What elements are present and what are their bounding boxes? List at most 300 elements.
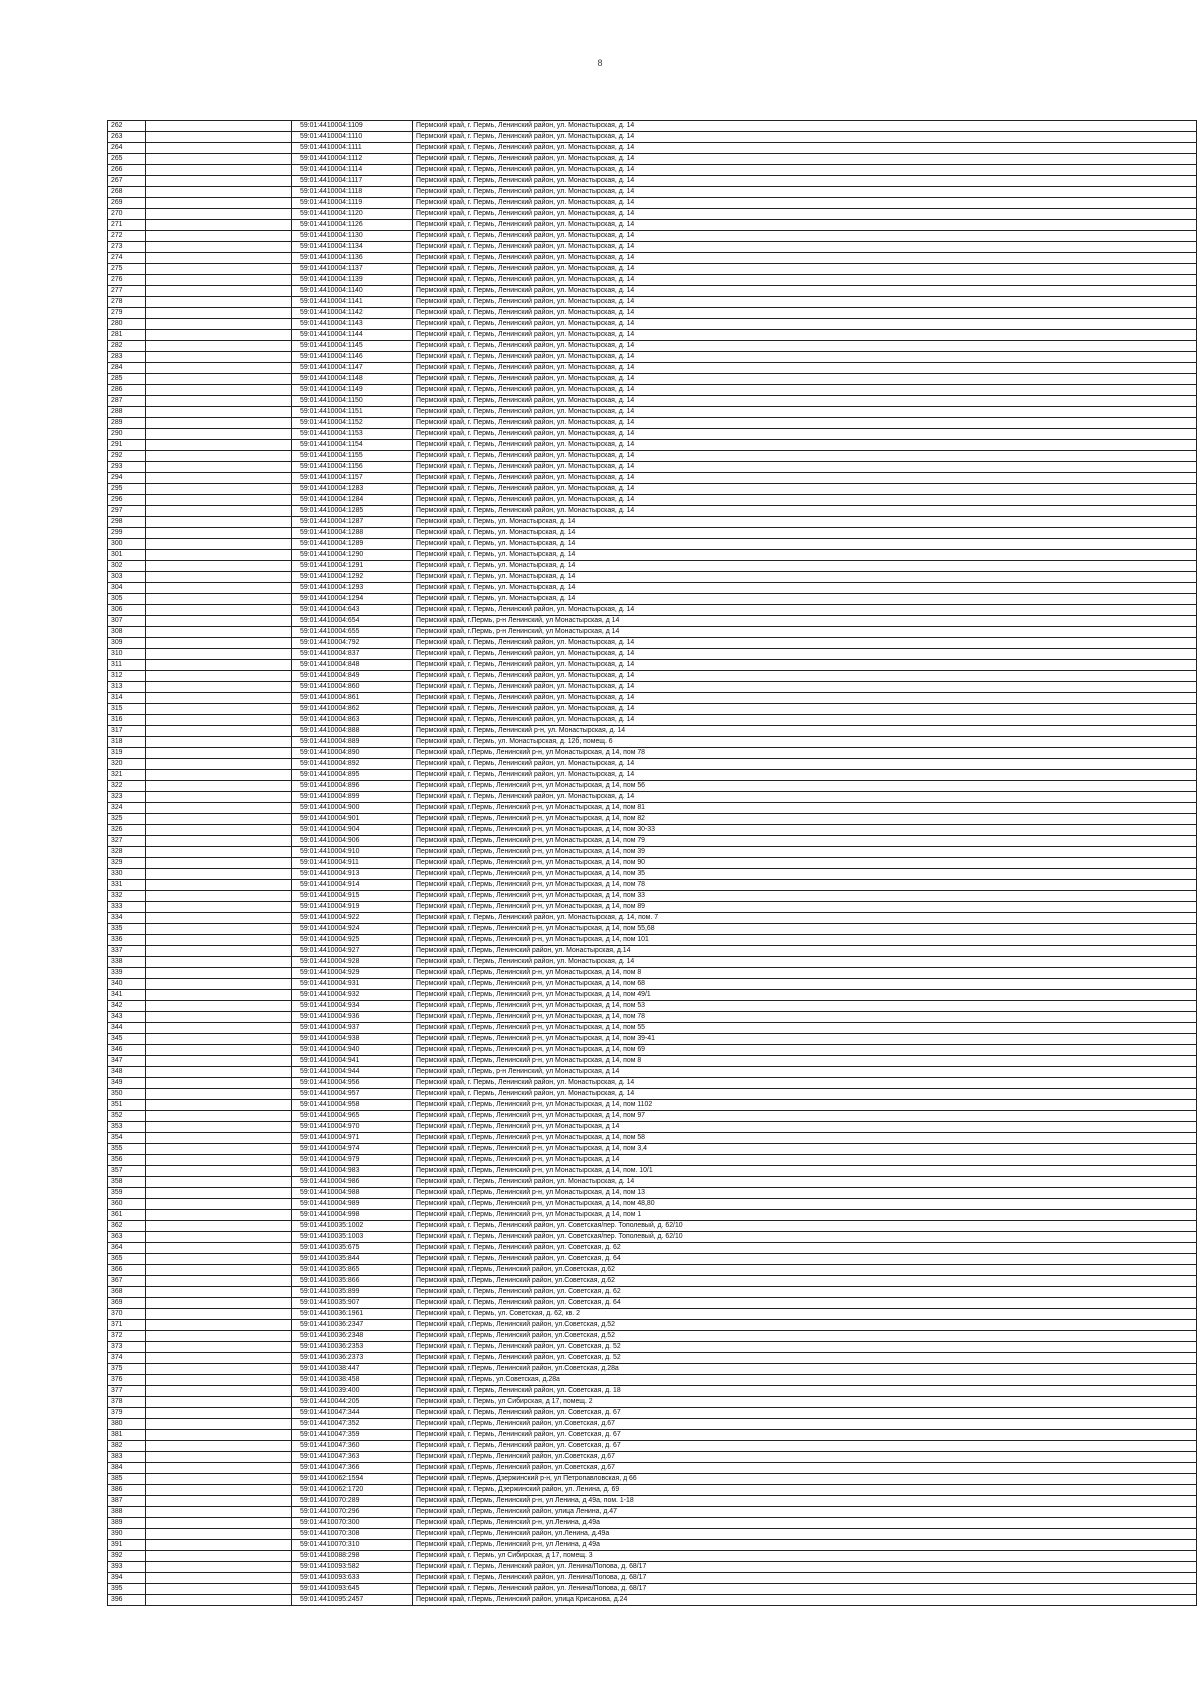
empty-cell (146, 1573, 292, 1584)
cadastral-number-cell: 59:01:4410004:861 (292, 693, 413, 704)
row-number-cell: 387 (108, 1496, 146, 1507)
cadastral-number-cell: 59:01:4410093:645 (292, 1584, 413, 1595)
row-number-cell: 298 (108, 517, 146, 528)
table-row (108, 726, 1197, 737)
empty-cell (146, 1221, 292, 1232)
empty-cell (146, 704, 292, 715)
table-row (108, 143, 1197, 154)
empty-cell (146, 583, 292, 594)
empty-cell (146, 550, 292, 561)
address-cell: Пермский край, г. Пермь, Ленинский район, ул. Монастырская, д. 14 (413, 121, 1197, 132)
row-number-cell: 362 (108, 1221, 146, 1232)
row-number-cell: 384 (108, 1463, 146, 1474)
row-number-cell: 296 (108, 495, 146, 506)
table-row (108, 1254, 1197, 1265)
row-number-cell: 395 (108, 1584, 146, 1595)
address-cell: Пермский край, г. Пермь, Ленинский район, ул. Монастырская, д. 14 (413, 473, 1197, 484)
address-cell: Пермский край, г.Пермь, Ленинский р-н, ул Монастырская, д 14 (413, 1155, 1197, 1166)
empty-cell (146, 1254, 292, 1265)
cadastral-number-cell: 59:01:4410004:1126 (292, 220, 413, 231)
row-number-cell: 331 (108, 880, 146, 891)
cadastral-number-cell: 59:01:4410004:1140 (292, 286, 413, 297)
address-cell: Пермский край, г. Пермь, Ленинский район, ул. Монастырская, д. 14 (413, 418, 1197, 429)
table-row (108, 1078, 1197, 1089)
cadastral-number-cell: 59:01:4410035:899 (292, 1287, 413, 1298)
row-number-cell: 329 (108, 858, 146, 869)
empty-cell (146, 1111, 292, 1122)
empty-cell (146, 220, 292, 231)
row-number-cell: 394 (108, 1573, 146, 1584)
row-number-cell: 359 (108, 1188, 146, 1199)
row-number-cell: 303 (108, 572, 146, 583)
empty-cell (146, 682, 292, 693)
row-number-cell: 360 (108, 1199, 146, 1210)
address-cell: Пермский край, г. Пермь, ул. Монастырская, д. 14 (413, 550, 1197, 561)
address-cell: Пермский край, г. Пермь, Ленинский район, ул. Монастырская, д. 14 (413, 253, 1197, 264)
row-number-cell: 386 (108, 1485, 146, 1496)
row-number-cell: 372 (108, 1331, 146, 1342)
row-number-cell: 286 (108, 385, 146, 396)
empty-cell (146, 660, 292, 671)
row-number-cell: 316 (108, 715, 146, 726)
empty-cell (146, 198, 292, 209)
empty-cell (146, 517, 292, 528)
address-cell: Пермский край, г. Пермь, Ленинский район, ул. Монастырская, д. 14 (413, 374, 1197, 385)
empty-cell (146, 1287, 292, 1298)
cadastral-number-cell: 59:01:4410004:983 (292, 1166, 413, 1177)
cadastral-number-cell: 59:01:4410004:860 (292, 682, 413, 693)
address-cell: Пермский край, г. Пермь, Ленинский район, ул. Монастырская, д. 14 (413, 682, 1197, 693)
empty-cell (146, 1067, 292, 1078)
cadastral-number-cell: 59:01:4410004:896 (292, 781, 413, 792)
table-row (108, 836, 1197, 847)
cadastral-number-cell: 59:01:4410004:1117 (292, 176, 413, 187)
empty-cell (146, 143, 292, 154)
table-row (108, 847, 1197, 858)
table-row (108, 528, 1197, 539)
row-number-cell: 280 (108, 319, 146, 330)
address-cell: Пермский край, г. Пермь, Ленинский район, ул. Монастырская, д. 14 (413, 638, 1197, 649)
cadastral-number-cell: 59:01:4410004:1153 (292, 429, 413, 440)
address-cell: Пермский край, г. Пермь, Ленинский район, ул. Монастырская, д. 14 (413, 462, 1197, 473)
row-number-cell: 301 (108, 550, 146, 561)
address-cell: Пермский край, г.Пермь, Ленинский район, ул.Советская, д.52 (413, 1331, 1197, 1342)
row-number-cell: 373 (108, 1342, 146, 1353)
table-row (108, 561, 1197, 572)
table-row (108, 451, 1197, 462)
row-number-cell: 349 (108, 1078, 146, 1089)
empty-cell (146, 1562, 292, 1573)
cadastral-number-cell: 59:01:4410004:889 (292, 737, 413, 748)
address-cell: Пермский край, г.Пермь, Ленинский р-н, ул Монастырская, д 14, пом 13 (413, 1188, 1197, 1199)
table-row (108, 1408, 1197, 1419)
table-row (108, 121, 1197, 132)
empty-cell (146, 1298, 292, 1309)
table-row (108, 1034, 1197, 1045)
table-row (108, 165, 1197, 176)
row-number-cell: 323 (108, 792, 146, 803)
cadastral-number-cell: 59:01:4410070:300 (292, 1518, 413, 1529)
row-number-cell: 302 (108, 561, 146, 572)
row-number-cell: 347 (108, 1056, 146, 1067)
empty-cell (146, 176, 292, 187)
address-cell: Пермский край, г.Пермь, Ленинский район, ул.Советская, д.62 (413, 1265, 1197, 1276)
cadastral-number-cell: 59:01:4410004:1290 (292, 550, 413, 561)
empty-cell (146, 858, 292, 869)
address-cell: Пермский край, г.Пермь, Ленинский р-н, ул Ленина, д 49а, пом. 1-18 (413, 1496, 1197, 1507)
address-cell: Пермский край, г.Пермь, Ленинский р-н, ул Монастырская, д 14, пом 39 (413, 847, 1197, 858)
empty-cell (146, 165, 292, 176)
table-row (108, 506, 1197, 517)
row-number-cell: 278 (108, 297, 146, 308)
address-cell: Пермский край, г. Пермь, ул Сибирская, д 17, помещ. 3 (413, 1551, 1197, 1562)
address-cell: Пермский край, г. Пермь, Ленинский район, ул. Советская, д. 64 (413, 1298, 1197, 1309)
table-row (108, 1188, 1197, 1199)
empty-cell (146, 1507, 292, 1518)
table-row (108, 1419, 1197, 1430)
cadastral-number-cell: 59:01:4410004:904 (292, 825, 413, 836)
cadastral-number-cell: 59:01:4410004:925 (292, 935, 413, 946)
address-cell: Пермский край, г. Пермь, Ленинский район, ул. Монастырская, д. 14 (413, 231, 1197, 242)
empty-cell (146, 473, 292, 484)
address-cell: Пермский край, г. Пермь, Ленинский район, ул. Советская, д. 62 (413, 1243, 1197, 1254)
address-cell: Пермский край, г. Пермь, Ленинский район, ул. Монастырская, д. 14 (413, 792, 1197, 803)
address-cell: Пермский край, г.Пермь, Ленинский район, ул.Советская, д.67 (413, 1419, 1197, 1430)
table-row (108, 913, 1197, 924)
empty-cell (146, 308, 292, 319)
empty-cell (146, 1353, 292, 1364)
address-cell: Пермский край, г. Пермь, Ленинский район, ул. Советская/пер. Тополевый, д. 62/10 (413, 1232, 1197, 1243)
cadastral-number-cell: 59:01:4410093:582 (292, 1562, 413, 1573)
table-row (108, 363, 1197, 374)
empty-cell (146, 1166, 292, 1177)
cadastral-number-cell: 59:01:4410004:936 (292, 1012, 413, 1023)
address-cell: Пермский край, г. Пермь, ул. Монастырская, д. 12б, помещ. 6 (413, 737, 1197, 748)
table-row (108, 792, 1197, 803)
row-number-cell: 281 (108, 330, 146, 341)
cadastral-number-cell: 59:01:4410004:910 (292, 847, 413, 858)
empty-cell (146, 1232, 292, 1243)
row-number-cell: 342 (108, 1001, 146, 1012)
cadastral-number-cell: 59:01:4410004:971 (292, 1133, 413, 1144)
address-cell: Пермский край, г.Пермь, Ленинский р-н, ул.Ленина, д.49а (413, 1518, 1197, 1529)
address-cell: Пермский край, г. Пермь, Ленинский район, ул. Монастырская, д. 14 (413, 209, 1197, 220)
cadastral-number-cell: 59:01:4410004:906 (292, 836, 413, 847)
empty-cell (146, 1496, 292, 1507)
address-cell: Пермский край, г. Пермь, Ленинский район, ул. Советская, д. 62 (413, 1287, 1197, 1298)
empty-cell (146, 1551, 292, 1562)
cadastral-number-cell: 59:01:4410035:1003 (292, 1232, 413, 1243)
address-cell: Пермский край, г. Пермь, Ленинский район, ул. Монастырская, д. 14 (413, 759, 1197, 770)
table-row (108, 1540, 1197, 1551)
table-row (108, 990, 1197, 1001)
address-cell: Пермский край, г. Пермь, Ленинский район, ул. Монастырская, д. 14 (413, 605, 1197, 616)
row-number-cell: 273 (108, 242, 146, 253)
table-row (108, 1045, 1197, 1056)
address-cell: Пермский край, г. Пермь, Ленинский район, ул. Монастырская, д. 14 (413, 396, 1197, 407)
cadastral-number-cell: 59:01:4410004:1293 (292, 583, 413, 594)
address-cell: Пермский край, г.Пермь, Ленинский район, ул.Ленина, д.49а (413, 1529, 1197, 1540)
row-number-cell: 282 (108, 341, 146, 352)
address-cell: Пермский край, г.Пермь, Ленинский р-н, ул Монастырская, д 14, пом 82 (413, 814, 1197, 825)
address-cell: Пермский край, г. Пермь, ул. Монастырская, д. 14 (413, 583, 1197, 594)
row-number-cell: 339 (108, 968, 146, 979)
cadastral-number-cell: 59:01:4410035:865 (292, 1265, 413, 1276)
cadastral-number-cell: 59:01:4410004:1150 (292, 396, 413, 407)
empty-cell (146, 1529, 292, 1540)
row-number-cell: 374 (108, 1353, 146, 1364)
row-number-cell: 277 (108, 286, 146, 297)
table-row (108, 132, 1197, 143)
empty-cell (146, 1397, 292, 1408)
empty-cell (146, 407, 292, 418)
address-cell: Пермский край, г.Пермь, Ленинский р-н, ул Монастырская, д 14, пом 53 (413, 1001, 1197, 1012)
address-cell: Пермский край, г.Пермь, Ленинский р-н, ул Монастырская, д 14, пом 78 (413, 880, 1197, 891)
empty-cell (146, 1474, 292, 1485)
table-row (108, 1364, 1197, 1375)
empty-cell (146, 418, 292, 429)
empty-cell (146, 924, 292, 935)
row-number-cell: 393 (108, 1562, 146, 1573)
table-row (108, 1232, 1197, 1243)
cadastral-number-cell: 59:01:4410004:862 (292, 704, 413, 715)
empty-cell (146, 1265, 292, 1276)
table-row (108, 1441, 1197, 1452)
row-number-cell: 268 (108, 187, 146, 198)
row-number-cell: 307 (108, 616, 146, 627)
address-cell: Пермский край, г. Пермь, Ленинский район, ул. Монастырская, д. 14 (413, 506, 1197, 517)
empty-cell (146, 1188, 292, 1199)
table-row (108, 583, 1197, 594)
empty-cell (146, 1452, 292, 1463)
row-number-cell: 378 (108, 1397, 146, 1408)
empty-cell (146, 1309, 292, 1320)
address-cell: Пермский край, г. Пермь, Ленинский район, ул. Монастырская, д. 14 (413, 132, 1197, 143)
empty-cell (146, 330, 292, 341)
empty-cell (146, 1089, 292, 1100)
cadastral-number-cell: 59:01:4410004:863 (292, 715, 413, 726)
cadastral-number-cell: 59:01:4410004:888 (292, 726, 413, 737)
row-number-cell: 366 (108, 1265, 146, 1276)
row-number-cell: 262 (108, 121, 146, 132)
empty-cell (146, 1144, 292, 1155)
cadastral-number-cell: 59:01:4410004:901 (292, 814, 413, 825)
cadastral-number-cell: 59:01:4410004:643 (292, 605, 413, 616)
table-row (108, 484, 1197, 495)
empty-cell (146, 847, 292, 858)
address-cell: Пермский край, г. Пермь, ул. Монастырская, д. 14 (413, 572, 1197, 583)
address-cell: Пермский край, г.Пермь, Ленинский район, ул. Монастырская, д.14 (413, 946, 1197, 957)
empty-cell (146, 1078, 292, 1089)
table-row (108, 176, 1197, 187)
cadastral-number-cell: 59:01:4410004:1118 (292, 187, 413, 198)
empty-cell (146, 209, 292, 220)
table-row (108, 638, 1197, 649)
address-cell: Пермский край, г.Пермь, Ленинский р-н, ул Монастырская, д 14, пом 97 (413, 1111, 1197, 1122)
cadastral-number-cell: 59:01:4410004:1145 (292, 341, 413, 352)
address-cell: Пермский край, г.Пермь, Ленинский р-н, ул Монастырская, д 14, пом 79 (413, 836, 1197, 847)
address-cell: Пермский край, г.Пермь, Дзержинский р-н, ул Петропавловская, д 66 (413, 1474, 1197, 1485)
cadastral-number-cell: 59:01:4410035:866 (292, 1276, 413, 1287)
empty-cell (146, 792, 292, 803)
row-number-cell: 348 (108, 1067, 146, 1078)
empty-cell (146, 286, 292, 297)
cadastral-number-cell: 59:01:4410047:344 (292, 1408, 413, 1419)
row-number-cell: 377 (108, 1386, 146, 1397)
table-row (108, 759, 1197, 770)
row-number-cell: 290 (108, 429, 146, 440)
row-number-cell: 363 (108, 1232, 146, 1243)
table-row (108, 440, 1197, 451)
row-number-cell: 263 (108, 132, 146, 143)
table-row (108, 385, 1197, 396)
address-cell: Пермский край, г. Пермь, Ленинский район, ул. Монастырская, д. 14 (413, 484, 1197, 495)
address-cell: Пермский край, г. Пермь, Ленинский район, ул. Монастырская, д. 14 (413, 143, 1197, 154)
address-cell: Пермский край, г.Пермь, Ленинский р-н, ул Монастырская, д 14, пом 68 (413, 979, 1197, 990)
table-row (108, 341, 1197, 352)
empty-cell (146, 528, 292, 539)
cadastral-number-cell: 59:01:4410036:2353 (292, 1342, 413, 1353)
empty-cell (146, 605, 292, 616)
address-cell: Пермский край, г. Пермь, Ленинский район, ул. Монастырская, д. 14 (413, 198, 1197, 209)
row-number-cell: 335 (108, 924, 146, 935)
row-number-cell: 315 (108, 704, 146, 715)
empty-cell (146, 429, 292, 440)
empty-cell (146, 693, 292, 704)
address-cell: Пермский край, г. Пермь, ул. Монастырская, д. 14 (413, 539, 1197, 550)
cadastral-number-cell: 59:01:4410062:1594 (292, 1474, 413, 1485)
row-number-cell: 313 (108, 682, 146, 693)
table-row (108, 462, 1197, 473)
cadastral-number-cell: 59:01:4410004:655 (292, 627, 413, 638)
table-row (108, 1287, 1197, 1298)
table-row (108, 671, 1197, 682)
address-cell: Пермский край, г. Пермь, Ленинский район, ул. Монастырская, д. 14 (413, 165, 1197, 176)
empty-cell (146, 385, 292, 396)
empty-cell (146, 374, 292, 385)
row-number-cell: 265 (108, 154, 146, 165)
address-cell: Пермский край, г. Пермь, Ленинский район, ул. Монастырская, д. 14 (413, 1078, 1197, 1089)
cadastral-number-cell: 59:01:4410004:1155 (292, 451, 413, 462)
address-cell: Пермский край, г.Пермь, Ленинский район, ул.Советская, д.28а (413, 1364, 1197, 1375)
row-number-cell: 352 (108, 1111, 146, 1122)
address-cell: Пермский край, г. Пермь, Ленинский район, ул. Монастырская, д. 14 (413, 440, 1197, 451)
address-cell: Пермский край, г. Пермь, Ленинский район, ул. Монастырская, д. 14 (413, 319, 1197, 330)
address-cell: Пермский край, г.Пермь, Ленинский р-н, ул Монастырская, д 14, пом 55 (413, 1023, 1197, 1034)
empty-cell (146, 242, 292, 253)
empty-cell (146, 748, 292, 759)
empty-cell (146, 803, 292, 814)
empty-cell (146, 1540, 292, 1551)
table-row (108, 374, 1197, 385)
table-row (108, 418, 1197, 429)
table-row (108, 1056, 1197, 1067)
row-number-cell: 319 (108, 748, 146, 759)
row-number-cell: 292 (108, 451, 146, 462)
address-cell: Пермский край, г. Пермь, Ленинский район, ул. Монастырская, д. 14 (413, 451, 1197, 462)
cadastral-number-cell: 59:01:4410062:1720 (292, 1485, 413, 1496)
table-row (108, 330, 1197, 341)
row-number-cell: 361 (108, 1210, 146, 1221)
address-cell: Пермский край, г. Пермь, Ленинский район, ул. Монастырская, д. 14 (413, 693, 1197, 704)
address-cell: Пермский край, г.Пермь, Ленинский р-н, ул Монастырская, д 14, пом 35 (413, 869, 1197, 880)
row-number-cell: 334 (108, 913, 146, 924)
row-number-cell: 326 (108, 825, 146, 836)
table-row (108, 869, 1197, 880)
table-row (108, 1518, 1197, 1529)
cadastral-number-cell: 59:01:4410004:956 (292, 1078, 413, 1089)
empty-cell (146, 913, 292, 924)
cadastral-number-cell: 59:01:4410004:932 (292, 990, 413, 1001)
table-row (108, 858, 1197, 869)
cadastral-number-cell: 59:01:4410004:1154 (292, 440, 413, 451)
cadastral-number-cell: 59:01:4410004:941 (292, 1056, 413, 1067)
address-cell: Пермский край, г. Пермь, Ленинский район, ул. Монастырская, д. 14 (413, 242, 1197, 253)
cadastral-number-cell: 59:01:4410004:940 (292, 1045, 413, 1056)
empty-cell (146, 715, 292, 726)
address-cell: Пермский край, г. Пермь, Ленинский район, ул. Советская, д. 18 (413, 1386, 1197, 1397)
row-number-cell: 328 (108, 847, 146, 858)
row-number-cell: 266 (108, 165, 146, 176)
table-row (108, 649, 1197, 660)
cadastral-number-cell: 59:01:4410004:1143 (292, 319, 413, 330)
cadastral-number-cell: 59:01:4410004:1288 (292, 528, 413, 539)
empty-cell (146, 1364, 292, 1375)
cadastral-number-cell: 59:01:4410036:1961 (292, 1309, 413, 1320)
cadastral-number-cell: 59:01:4410004:849 (292, 671, 413, 682)
address-cell: Пермский край, г. Пермь, Ленинский район, ул. Монастырская, д. 14 (413, 176, 1197, 187)
empty-cell (146, 946, 292, 957)
empty-cell (146, 363, 292, 374)
row-number-cell: 369 (108, 1298, 146, 1309)
empty-cell (146, 935, 292, 946)
empty-cell (146, 506, 292, 517)
empty-cell (146, 781, 292, 792)
empty-cell (146, 1419, 292, 1430)
cadastral-number-cell: 59:01:4410070:289 (292, 1496, 413, 1507)
empty-cell (146, 1210, 292, 1221)
cadastral-number-cell: 59:01:4410004:899 (292, 792, 413, 803)
address-cell: Пермский край, г.Пермь, Ленинский р-н, ул Монастырская, д 14, пом 8 (413, 1056, 1197, 1067)
table-row (108, 517, 1197, 528)
empty-cell (146, 880, 292, 891)
empty-cell (146, 1441, 292, 1452)
row-number-cell: 317 (108, 726, 146, 737)
table-row (108, 682, 1197, 693)
cadastral-number-cell: 59:01:4410004:1291 (292, 561, 413, 572)
empty-cell (146, 902, 292, 913)
address-cell: Пермский край, г. Пермь, Ленинский район, ул. Монастырская, д. 14 (413, 297, 1197, 308)
address-cell: Пермский край, г.Пермь, Ленинский р-н, ул Монастырская, д 14, пом 90 (413, 858, 1197, 869)
row-number-cell: 311 (108, 660, 146, 671)
cadastral-number-cell: 59:01:4410004:998 (292, 1210, 413, 1221)
cadastral-number-cell: 59:01:4410004:1147 (292, 363, 413, 374)
address-cell: Пермский край, г. Пермь, ул. Монастырская, д. 14 (413, 528, 1197, 539)
table-row (108, 715, 1197, 726)
table-row (108, 286, 1197, 297)
cadastral-number-cell: 59:01:4410004:911 (292, 858, 413, 869)
table-row (108, 231, 1197, 242)
cadastral-number-cell: 59:01:4410035:907 (292, 1298, 413, 1309)
row-number-cell: 351 (108, 1100, 146, 1111)
table-row (108, 902, 1197, 913)
empty-cell (146, 154, 292, 165)
cadastral-number-cell: 59:01:4410004:848 (292, 660, 413, 671)
cadastral-number-cell: 59:01:4410004:1130 (292, 231, 413, 242)
cadastral-number-cell: 59:01:4410004:1146 (292, 352, 413, 363)
row-number-cell: 274 (108, 253, 146, 264)
empty-cell (146, 649, 292, 660)
